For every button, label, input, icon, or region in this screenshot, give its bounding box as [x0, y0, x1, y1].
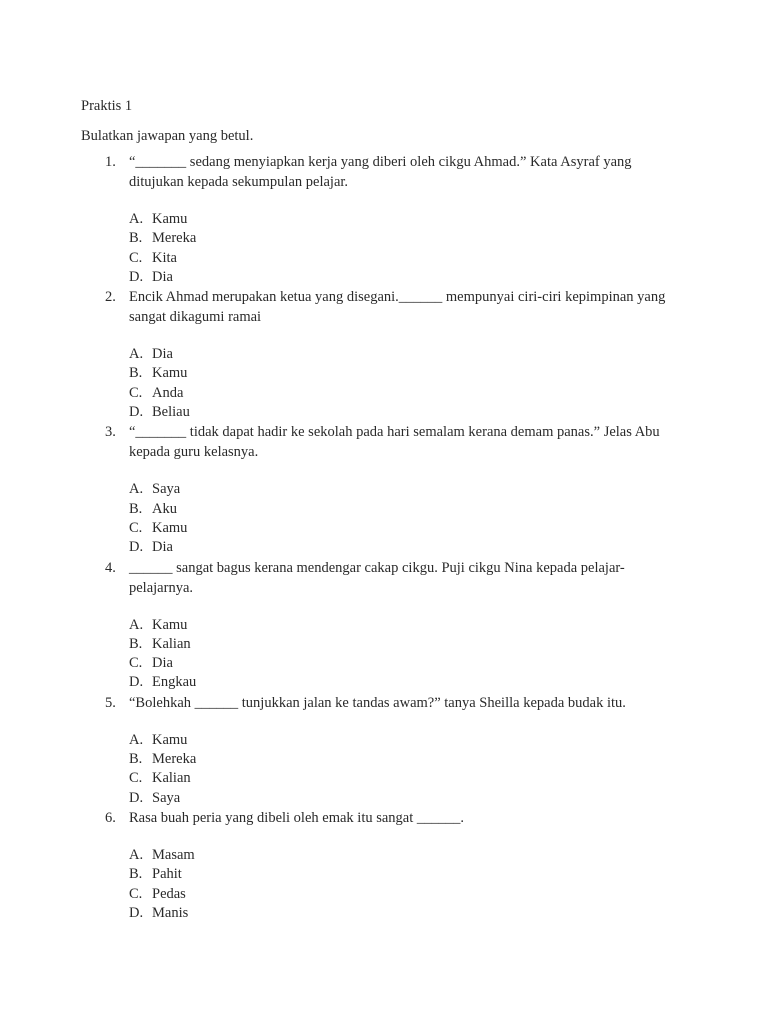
- question-text: “_______ sedang menyiapkan kerja yang diberi oleh cikgu Ahmad.” Kata Asyraf yang ditujukan kepada sekumpulan pelajar.: [129, 154, 636, 190]
- option-letter: A.: [129, 481, 144, 498]
- option-text: Anda: [152, 384, 184, 401]
- option-letter: C.: [129, 384, 143, 401]
- question-number: 2.: [105, 289, 116, 306]
- option-letter: C.: [129, 885, 143, 902]
- option-d[interactable]: [129, 538, 681, 557]
- option-letter: A.: [129, 731, 144, 748]
- option-text: Kalian: [152, 635, 191, 652]
- option-text: Kamu: [152, 365, 188, 382]
- option-letter: A.: [129, 211, 144, 227]
- option-letter: D.: [129, 904, 144, 921]
- option-text: Kamu: [152, 731, 188, 748]
- option-text: Dia: [152, 539, 173, 556]
- option-letter: D.: [129, 674, 144, 691]
- option-text: Aku: [152, 500, 177, 517]
- option-c[interactable]: [129, 654, 681, 673]
- option-c[interactable]: [129, 769, 681, 788]
- question-text: ______ sangat bagus kerana mendengar cakap cikgu. Puji cikgu Nina kepada pelajar-pelajarnya.: [129, 559, 625, 596]
- option-text: Mereka: [152, 751, 197, 768]
- option-text: Dia: [152, 655, 173, 672]
- option-text: Manis: [152, 904, 189, 921]
- question-1: [81, 152, 681, 287]
- option-text: Dia: [152, 268, 173, 285]
- option-letter: C.: [129, 770, 143, 787]
- option-c[interactable]: [129, 885, 681, 904]
- option-letter: C.: [129, 655, 143, 672]
- option-letter: B.: [129, 230, 143, 247]
- option-b[interactable]: [129, 635, 681, 654]
- option-b[interactable]: [129, 229, 681, 248]
- worksheet-page: [81, 96, 681, 923]
- option-text: Kamu: [152, 519, 188, 536]
- option-letter: D.: [129, 404, 144, 421]
- option-letter: C.: [129, 249, 143, 266]
- option-d[interactable]: [129, 403, 681, 422]
- option-letter: B.: [129, 365, 143, 382]
- instruction-text: Bulatkan jawapan yang betul.: [81, 128, 254, 144]
- option-text: Saya: [152, 789, 181, 806]
- option-letter: A.: [129, 346, 144, 363]
- question-text: “_______ tidak dapat hadir ke sekolah pada hari semalam kerana demam panas.” Jelas Abu kepada guru kelasnya.: [129, 424, 664, 461]
- option-letter: A.: [129, 616, 144, 633]
- option-c[interactable]: [129, 384, 681, 403]
- option-text: Engkau: [152, 674, 197, 691]
- question-number: 3.: [105, 424, 116, 441]
- option-letter: B.: [129, 500, 143, 517]
- option-text: Masam: [152, 846, 195, 863]
- option-letter: D.: [129, 539, 144, 556]
- option-b[interactable]: [129, 364, 681, 383]
- option-letter: D.: [129, 789, 144, 806]
- option-d[interactable]: [129, 904, 681, 923]
- question-number: 4.: [105, 559, 116, 576]
- option-a[interactable]: [129, 616, 681, 635]
- option-text: Kalian: [152, 770, 191, 787]
- option-letter: B.: [129, 866, 143, 883]
- option-letter: C.: [129, 519, 143, 536]
- option-text: Pedas: [152, 885, 186, 902]
- option-c[interactable]: [129, 519, 681, 538]
- option-text: Kita: [152, 249, 177, 266]
- option-a[interactable]: [129, 846, 681, 865]
- option-text: Mereka: [152, 230, 197, 247]
- question-number: 5.: [105, 694, 116, 711]
- option-d[interactable]: [129, 268, 681, 287]
- option-text: Kamu: [152, 211, 188, 227]
- question-text: Encik Ahmad merupakan ketua yang disegani.______ mempunyai ciri-ciri kepimpinan yang sangat dikagumi ramai: [129, 289, 669, 326]
- option-text: Dia: [152, 346, 173, 363]
- question-text: Rasa buah peria yang dibeli oleh emak itu sangat ______.: [129, 809, 465, 826]
- question-2: [81, 287, 681, 422]
- option-text: Pahit: [152, 866, 182, 883]
- question-5: [81, 693, 681, 808]
- option-text: Saya: [152, 481, 181, 498]
- option-a[interactable]: [129, 345, 681, 364]
- option-a[interactable]: [129, 731, 681, 750]
- option-letter: D.: [129, 268, 144, 285]
- question-text: “Bolehkah ______ tunjukkan jalan ke tandas awam?” tanya Sheilla kepada budak itu.: [129, 694, 626, 711]
- option-c[interactable]: [129, 249, 681, 268]
- option-b[interactable]: [129, 500, 681, 519]
- option-d[interactable]: [129, 789, 681, 808]
- question-3: [81, 422, 681, 557]
- option-b[interactable]: [129, 750, 681, 769]
- option-letter: A.: [129, 846, 144, 863]
- question-number: 6.: [105, 809, 116, 826]
- question-4: [81, 558, 681, 693]
- option-a[interactable]: [129, 210, 681, 229]
- option-text: Kamu: [152, 616, 188, 633]
- question-number: 1.: [105, 154, 116, 170]
- option-d[interactable]: [129, 673, 681, 692]
- option-letter: B.: [129, 635, 143, 652]
- question-6: [81, 808, 681, 923]
- option-text: Beliau: [152, 404, 190, 421]
- page-title: Praktis 1: [81, 98, 133, 114]
- option-letter: B.: [129, 751, 143, 768]
- option-b[interactable]: [129, 865, 681, 884]
- option-a[interactable]: [129, 480, 681, 499]
